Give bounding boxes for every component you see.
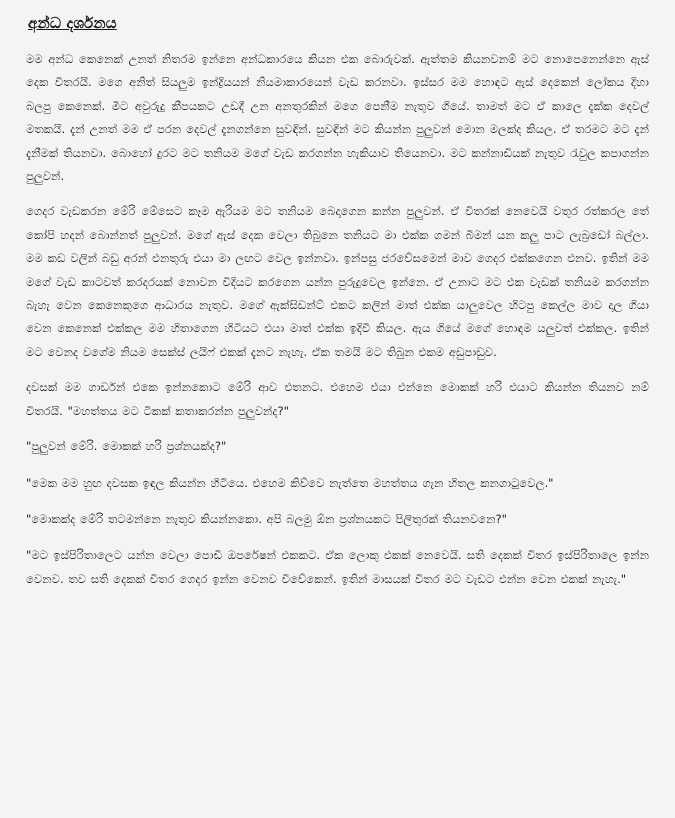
dialog-line-1: "පුලුවන් මේරි. මොකක් හරි ප්‍රශ්නයක්ද?" — [26, 439, 227, 454]
dialog-line-4: "මට ඉස්පිරිතාලෙට යන්න වෙලා පොඩි ඔපරේෂන් එකකට. ඒක ලොකු එකක් නෙවෙයි. සති දෙකක් විතර ඉස්පිරිතාලෙ ඉන්න වෙනව. තව සති දෙකක් විතර ගෙදර ඉන්න වෙනව විවේකෙන්. ඉතින් මාසයක් විතර මට වැඩට එන්න වෙන එකක් නැහැ." — [26, 548, 649, 586]
dialog-line-3: "මොකක්ද මේරි තටමන්නෙ නැතුව කියන්නකො. අපි බලමු ඕන ප්‍රශ්නයකට පිලිතුරක් තියනවනෙ?" — [26, 511, 507, 526]
story-title: අන්ධ දර්ශනය — [28, 14, 117, 32]
paragraph-3: දවසක් මම ගාර්ඩන් එකෙ ඉන්නකොට මේරි ආව එතනට. එහෙම එයා එන්නෙ මොකක් හරි එයාට කියන්න තියනව නම් විතරයි. "මහත්තය මට ටිකක් කතාකරන්න පුලුවන්ද?" — [26, 380, 649, 418]
paragraph-2: ගෙදර වැඩකරන මේරි මේසෙට කෑම ඇරියම මට තනියම බෙදාගෙන කන්න පුලුවන්. ඒ විතරක් නෙවෙයි වතුර රත්කරල තේ කෝපි හදන් බොන්නත් පුලුවන්. මගේ ඇස් දෙක වෙලා තිබුනෙ තනියට මා එක්ක ගමන් බීමන් යන කලු පාට ලැබ්‍රඩෝ බල්ලා. මම කඩ වලින් බඩු අරන් එනතුරු එයා මා ලඟට වෙල ඉන්නවා. ඉන්පසු ජරවේසමෙන් මාව ගෙදර එක්කගෙන එනව. ඉතින් මම මගේ වැඩ කාටවත් කරදරයක් නොවන විදියට කරගෙන යන්න පුරුදුවෙල ඉන්නෙ. ඒ උනාට මට එක වැඩක් තනියම කරගන්න බැහැ වෙන කෙනෙකුගෙ ආධාරය නැතුව. මගේ ඇක්සිඩන්ට් එකට කලින් මාත් එක්ක යාලුවෙල හිටපු කෙල්ල මාව දාල ගියා වෙන කෙනෙක් එක්කල මම හිතාගෙන හිටියට එයා මාත් එක්ක ඉදිවී කියල. ඇය ගියේ මගේ හොඳම යලුවත් එක්කල. ඉතින් මට වෙනද වගේම නියම සෙක්ස් ලයිෆ් එකක් දැනට නැහැ. ඒක තමයි මට තිබුන එකම අඩුපාඩුව. — [26, 204, 649, 359]
paragraph-1: මම අන්ධ කෙනෙක් උනත් නිතරම ඉන්නෙ අන්ධකාරයෙ කියන එක බොරුවක්. ඇත්තම කියනවනම් මට නොපෙනෙන්නෙ ඇස් දෙක විතරයි. මගෙ අනිත් සියලුම ඉන්ද්‍රියයන් නියමාකාරයෙන් වැඩ කරනවා. ඉස්සර මම හොඳට ඇස් දෙකෙන් ලෝකය දිහා බලපු කෙනෙක්. මීට අවුරුදු කීපයකට උඩදී උන අනතුරකින් මගෙ පෙනීම නැතුව ගියේ. තාමත් මට ඒ කාලෙ දැක්ක දෙවල් මතකයි. දැන් උනත් මම ඒ පරන දෙවල් දැනගන්නෙ සුවඳින්. සුවඳින් මට කියන්න පුලුවන් මොන මලක්ද කියල. ඒ තරමට මට දැන් දැනීමක් තියනවා. බොහෝ දුරට මට තනියම මගේ වැඩ කරගන්න හැකියාව තියෙනවා. මට කන්නාඩියක් නැතුව රැවුල කපාගන්න පුලුවන්. — [26, 52, 649, 184]
dialog-line-2: "මෙක මම හුඟ දවසක ඉඳල කියන්න හිටියෙ. එහෙම කිව්වෙ නැත්තෙ මහත්තය ගැන හිතල කනගාටුවෙල." — [26, 475, 554, 490]
